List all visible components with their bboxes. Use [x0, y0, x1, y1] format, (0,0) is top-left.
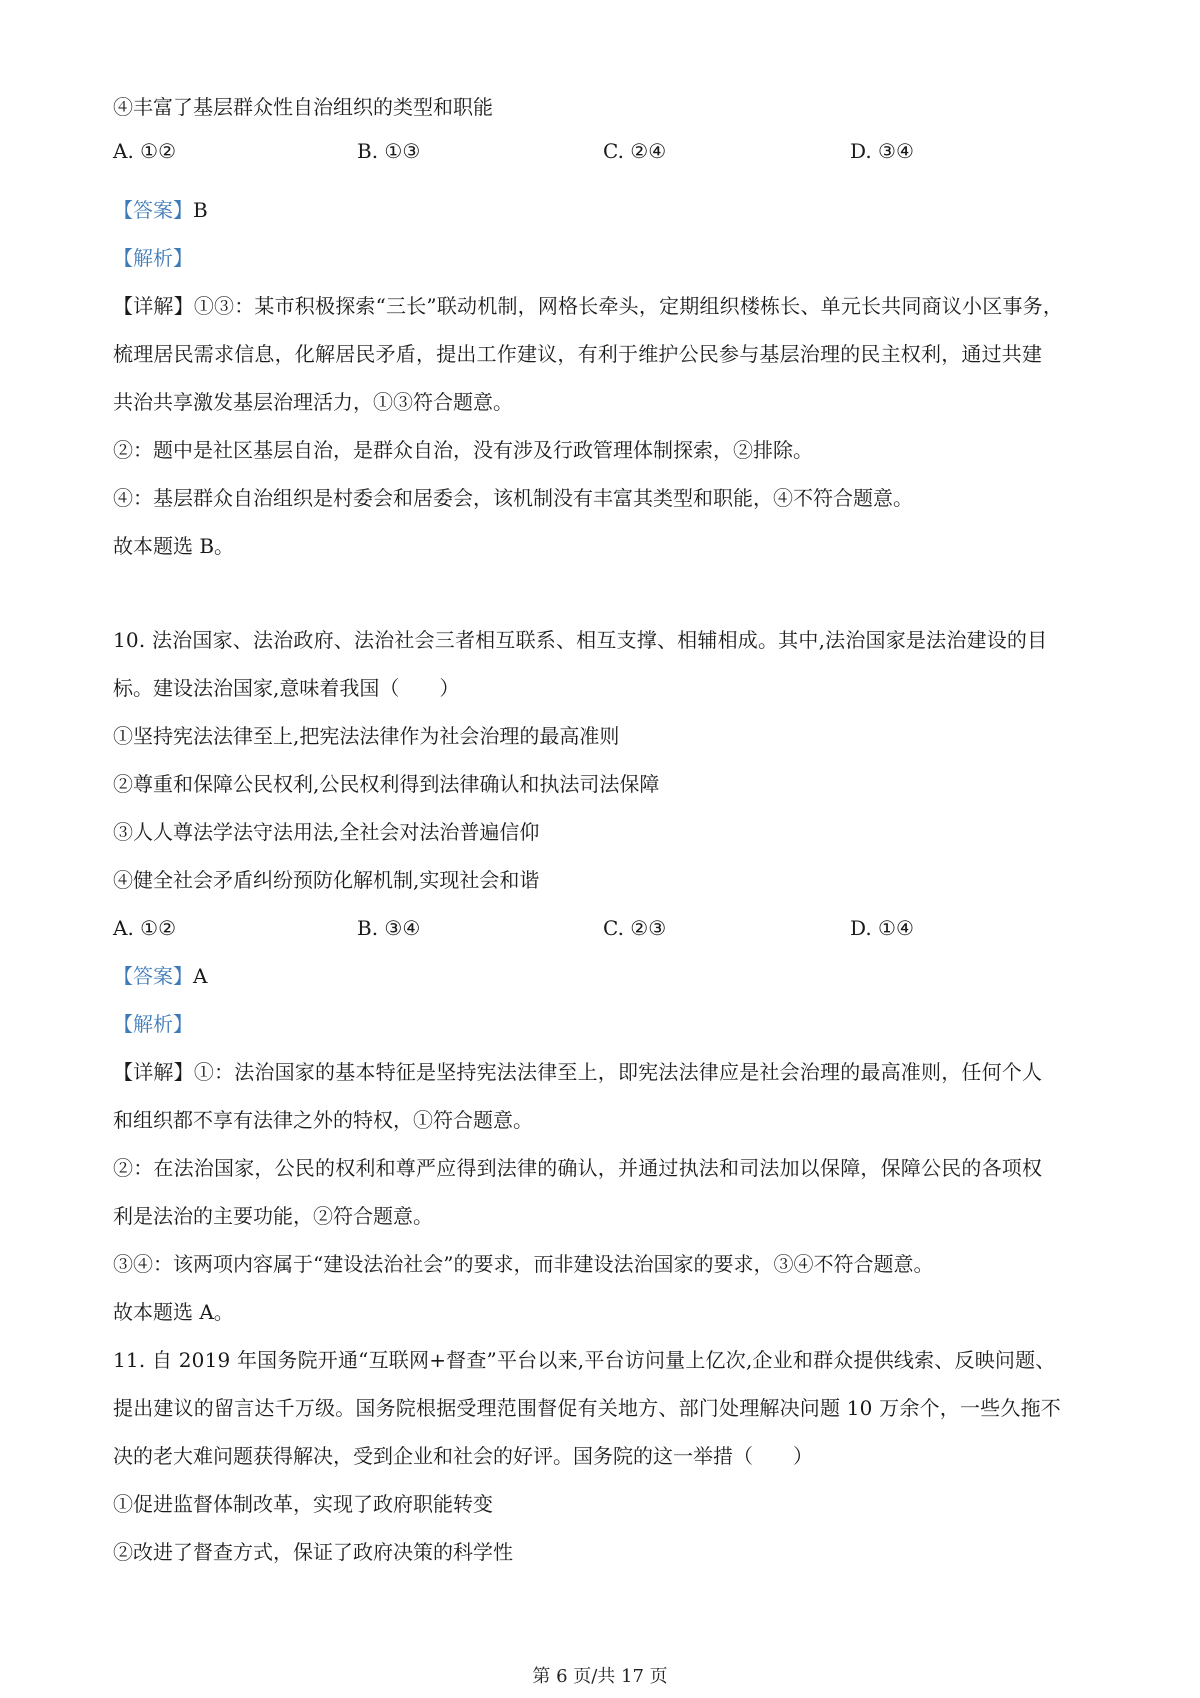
q9-detail-line-5: ④：基层群众自治组织是村委会和居委会，该机制没有丰富其类型和职能，④不符合题意。 — [113, 486, 913, 510]
q11-stem-line-3: 决的老大难问题获得解决，受到企业和社会的好评。国务院的这一举措（ ） — [113, 1444, 813, 1468]
q10-answer — [113, 962, 207, 990]
q9-answer — [113, 196, 208, 224]
answer-tag: 【答案】 — [113, 964, 193, 988]
q10-analysis-tag: 【解析】 — [113, 1012, 193, 1036]
q10-detail-line-2: 和组织都不享有法律之外的特权，①符合题意。 — [113, 1108, 533, 1132]
q11-stem-line-2: 提出建议的留言达千万级。国务院根据受理范围督促有关地方、部门处理解决问题 10 万余个，一些久拖不 — [113, 1396, 1061, 1420]
q9-choice-c: C. ②④ — [603, 139, 667, 163]
q11-option-1: ①促进监督体制改革，实现了政府职能转变 — [113, 1492, 493, 1516]
q10-detail-line-4: 利是法治的主要功能，②符合题意。 — [113, 1204, 433, 1228]
q10-option-3: ③人人尊法学法守法用法,全社会对法治普遍信仰 — [113, 820, 540, 844]
q11-option-2: ②改进了督查方式，保证了政府决策的科学性 — [113, 1540, 513, 1564]
q10-option-4: ④健全社会矛盾纠纷预防化解机制,实现社会和谐 — [113, 868, 540, 892]
q9-detail-line-3: 共治共享激发基层治理活力，①③符合题意。 — [113, 390, 513, 414]
q10-conclusion: 故本题选 A。 — [113, 1300, 234, 1324]
answer-tag: 【答案】 — [113, 198, 193, 222]
q10-detail-line-1 — [113, 1058, 1042, 1086]
answer-value: A — [193, 964, 208, 988]
q10-detail-line-3: ②：在法治国家，公民的权利和尊严应得到法律的确认，并通过执法和司法加以保障，保障公民的各项权 — [113, 1156, 1043, 1180]
q10-choice-a: A. ①② — [113, 916, 177, 940]
q10-choice-d: D. ①④ — [850, 916, 914, 940]
q10-detail-line-5: ③④：该两项内容属于“建设法治社会”的要求，而非建设法治国家的要求，③④不符合题意。 — [113, 1252, 934, 1276]
q10-choice-b: B. ③④ — [357, 916, 421, 940]
q10-choice-c: C. ②③ — [603, 916, 667, 940]
q10-option-1: ①坚持宪法法律至上,把宪法法律作为社会治理的最高准则 — [113, 724, 620, 748]
answer-value: B — [193, 198, 208, 222]
q10-option-2: ②尊重和保障公民权利,公民权利得到法律确认和执法司法保障 — [113, 772, 660, 796]
q11-stem-line-1: 11. 自 2019 年国务院开通“互联网+督查”平台以来,平台访问量上亿次,企业和群众提供线索、反映问题、 — [113, 1348, 1056, 1372]
q9-choice-d: D. ③④ — [850, 139, 914, 163]
detail-text: ①③：某市积极探索“三长”联动机制，网格长牵头，定期组织楼栋长、单元长共同商议小区事务， — [193, 294, 1064, 318]
q9-option-4: ④丰富了基层群众性自治组织的类型和职能 — [113, 95, 493, 119]
q9-detail-line-1 — [113, 292, 1063, 320]
detail-text: ①：法治国家的基本特征是坚持宪法法律至上，即宪法法律应是社会治理的最高准则，任何个人 — [193, 1060, 1043, 1084]
page-number: 第 6 页/共 17 页 — [532, 1666, 668, 1687]
detail-tag: 【详解】 — [113, 1060, 194, 1084]
q9-detail-line-2: 梳理居民需求信息，化解居民矛盾，提出工作建议，有利于维护公民参与基层治理的民主权利，通过共建 — [113, 342, 1043, 366]
q10-stem-line-2: 标。建设法治国家,意味着我国（ ） — [113, 676, 460, 700]
q9-conclusion: 故本题选 B。 — [113, 534, 235, 558]
detail-tag: 【详解】 — [113, 294, 194, 318]
q9-choice-b: B. ①③ — [357, 139, 421, 163]
q9-analysis-tag: 【解析】 — [113, 246, 193, 270]
q10-stem-line-1: 10. 法治国家、法治政府、法治社会三者相互联系、相互支撑、相辅相成。其中,法治国家是法治建设的目 — [113, 628, 1048, 652]
q9-detail-line-4: ②：题中是社区基层自治，是群众自治，没有涉及行政管理体制探索，②排除。 — [113, 438, 813, 462]
q9-choice-a: A. ①② — [113, 139, 177, 163]
